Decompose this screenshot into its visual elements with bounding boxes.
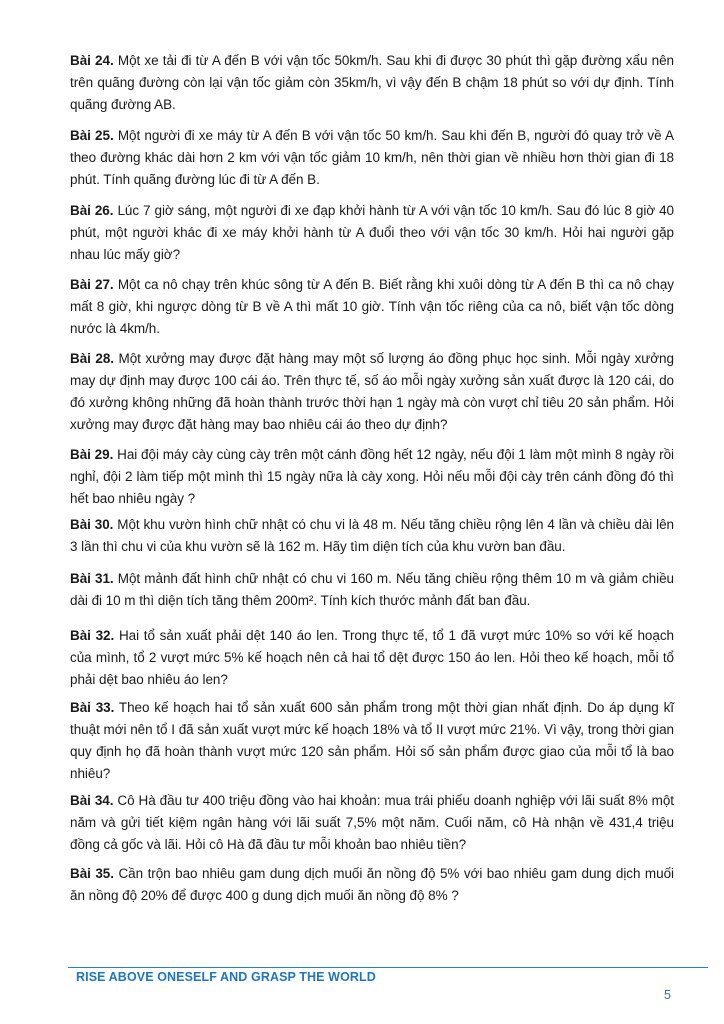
problem-number: Bài 34. (70, 793, 114, 808)
problem-33 (70, 697, 674, 785)
problem-number: Bài 25. (70, 128, 114, 143)
problem-text: Một mảnh đất hình chữ nhật có chu vi 160 m. Nếu tăng chiều rộng thêm 10 m và giảm chiều dài đi 10 m thì diện tích tăng thêm 200m². Tính kích thước mảnh đất ban đầu. (70, 571, 674, 608)
problem-number: Bài 24. (70, 53, 114, 68)
problem-text: Lúc 7 giờ sáng, một người đi xe đạp khởi hành từ A với vận tốc 10 km/h. Sau đó lúc 8 giờ 40 phút, một người khác đi xe máy khởi hành từ A đuổi theo với vận tốc 30 km/h. Hỏi hai người gặp nhau lúc mấy giờ? (70, 203, 674, 262)
problem-text: Một ca nô chạy trên khúc sông từ A đến B. Biết rằng khi xuôi dòng từ A đến B thì ca nô chạy mất 8 giờ, khi ngược dòng từ B về A thì mất 10 giờ. Tính vận tốc riêng của ca nô, biết vận tốc dòng nước là 4km/h. (70, 277, 674, 336)
footer-divider (68, 967, 708, 968)
problem-number: Bài 32. (70, 628, 115, 643)
problem-text: Cô Hà đầu tư 400 triệu đồng vào hai khoản: mua trái phiếu doanh nghiệp với lãi suất 8% một năm và gửi tiết kiệm ngân hàng với lãi suất 7,5% một năm. Cuối năm, cô Hà nhận về 431,4 triệu đồng cả gốc và lãi. Hỏi cô Hà đã đầu tư mỗi khoản bao nhiêu tiền? (70, 793, 674, 852)
problem-26 (70, 200, 674, 266)
problem-number: Bài 31. (70, 571, 114, 586)
problem-24 (70, 50, 674, 116)
problem-32 (70, 625, 674, 691)
problem-text: Một xe tải đi từ A đến B với vận tốc 50km/h. Sau khi đi được 30 phút thì gặp đường xấu nên trên quãng đường còn lại vận tốc giảm còn 35km/h, vì vậy đến B chậm 18 phút so với dự định. Tính quãng đường AB. (70, 53, 674, 112)
problem-30 (70, 514, 674, 558)
problem-number: Bài 27. (70, 277, 114, 292)
problem-text: Một người đi xe máy từ A đến B với vận tốc 50 km/h. Sau khi đến B, người đó quay trở về A theo đường khác dài hơn 2 km với vận tốc giảm 10 km/h, nên thời gian về nhiều hơn thời gian đi 18 phút. Tính quãng đường lúc đi từ A đến B. (70, 128, 674, 187)
problem-number: Bài 33. (70, 700, 115, 715)
problem-number: Bài 26. (70, 203, 114, 218)
problem-text: Một xưởng may được đặt hàng may một số lượng áo đồng phục học sinh. Mỗi ngày xưởng may dự định may được 100 cái áo. Trên thực tế, số áo mỗi ngày xưởng sản xuất được là 120 cái, do đó xưởng không những đã hoàn thành trước thời hạn 1 ngày mà còn vượt chỉ tiêu 20 sản phẩm. Hỏi xưởng may được đặt hàng may bao nhiêu cái áo theo dự định? (70, 351, 674, 432)
problem-28 (70, 348, 674, 436)
problem-35 (70, 863, 674, 907)
page-number: 5 (664, 988, 671, 1002)
problem-number: Bài 35. (70, 866, 114, 881)
problem-number: Bài 29. (70, 447, 114, 462)
problem-number: Bài 28. (70, 351, 114, 366)
problem-31 (70, 568, 674, 612)
problem-text: Hai tổ sản xuất phải dệt 140 áo len. Trong thực tế, tổ 1 đã vượt mức 10% so với kế hoạch của mình, tổ 2 vượt mức 5% kế hoạch nên cả hai tổ dệt được 150 áo len. Hỏi theo kế hoạch, mỗi tổ phải dệt bao nhiêu áo len? (70, 628, 675, 687)
problem-number: Bài 30. (70, 517, 114, 532)
problem-text: Một khu vườn hình chữ nhật có chu vi là 48 m. Nếu tăng chiều rộng lên 4 lần và chiều dài lên 3 lần thì chu vi của khu vườn sẽ là 162 m. Hãy tìm diện tích của khu vườn ban đầu. (70, 517, 674, 554)
problem-text: Cần trộn bao nhiêu gam dung dịch muối ăn nồng độ 5% với bao nhiêu gam dung dịch muối ăn nồng độ 20% để được 400 g dung dịch muối ăn nồng độ 8% ? (70, 866, 674, 903)
problem-text: Hai đội máy cày cùng cày trên một cánh đồng hết 12 ngày, nếu đội 1 làm một mình 8 ngày rồi nghỉ, đội 2 làm tiếp một mình thì 15 ngày nữa là cày xong. Hỏi nếu mỗi đội cày trên cánh đồng đó thì hết bao nhiêu ngày ? (70, 447, 674, 506)
problem-27 (70, 274, 674, 340)
problem-25 (70, 125, 674, 191)
problem-34 (70, 790, 674, 856)
problem-29 (70, 444, 674, 510)
problem-text: Theo kế hoạch hai tổ sản xuất 600 sản phẩm trong một thời gian nhất định. Do áp dụng kĩ thuật mới nên tổ I đã sản xuất vượt mức kế hoạch 18% và tổ II vượt mức 21%. Vì vậy, trong thời gian quy định họ đã hoàn thành vượt mức 120 sản phẩm. Hỏi số sản phẩm được giao của mỗi tổ là bao nhiêu? (70, 700, 674, 781)
footer-slogan: RISE ABOVE ONESELF AND GRASP THE WORLD (76, 970, 376, 984)
